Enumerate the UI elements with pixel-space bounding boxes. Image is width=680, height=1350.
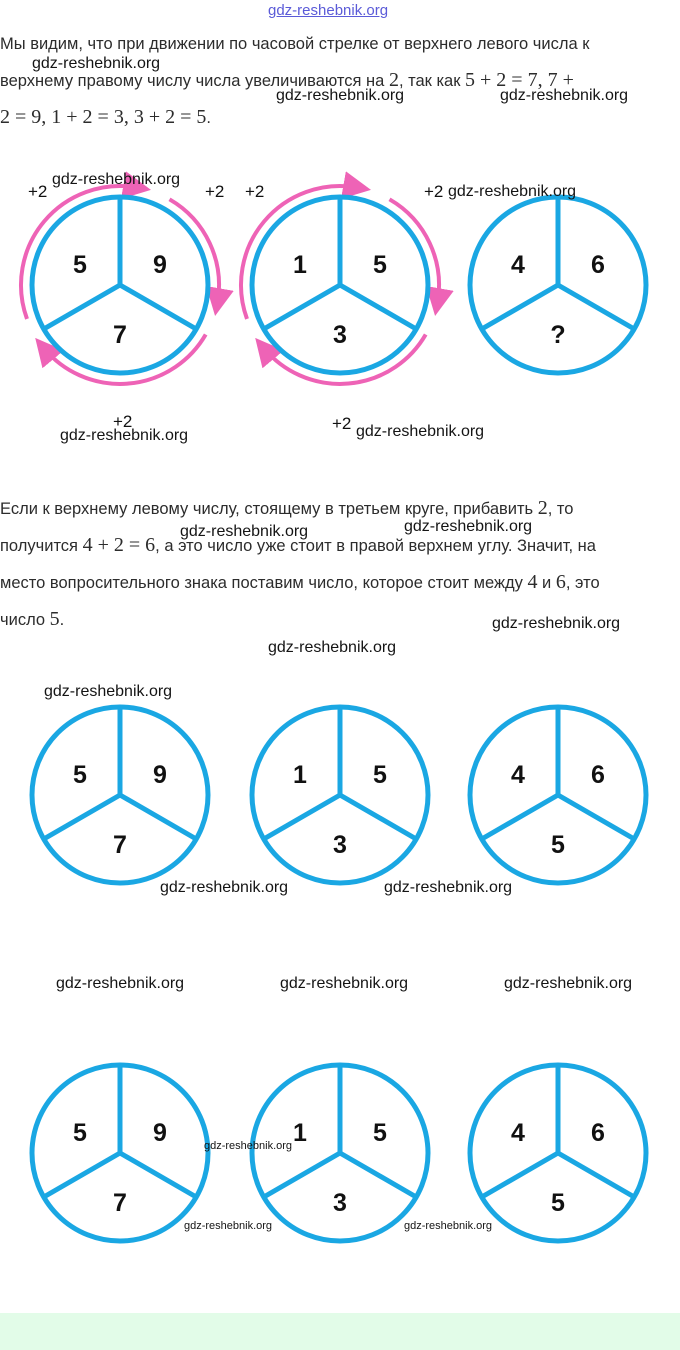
- paragraph-line: [0, 490, 676, 527]
- number-circle: [32, 1065, 208, 1241]
- number-bottom: 7: [113, 831, 127, 859]
- text: и: [537, 574, 556, 592]
- plus-two-label: +2: [332, 414, 352, 433]
- divider-line: [264, 795, 340, 839]
- number-top-right: 5: [373, 1119, 387, 1147]
- text: , так как: [398, 72, 466, 90]
- text: .: [59, 611, 65, 629]
- number-top-right: 9: [153, 251, 167, 279]
- divider-line: [264, 285, 340, 329]
- number-top-left: 4: [511, 251, 525, 279]
- number-top-right: 9: [153, 761, 167, 789]
- number-top-left: 5: [73, 1119, 87, 1147]
- text: , а это число уже стоит в правой верхнем углу. Значит, на: [155, 537, 596, 555]
- math: 5: [49, 608, 60, 630]
- divider-line: [44, 285, 120, 329]
- paragraph-line: Мы видим, что при движении по часовой стрелке от верхнего левого числа к: [0, 35, 590, 53]
- paragraph-line: [0, 564, 676, 601]
- number-circle: [470, 1065, 646, 1241]
- math: 4 + 2 = 6: [82, 534, 156, 556]
- divider-line: [264, 1153, 340, 1197]
- figure-with-arrows: [0, 170, 680, 450]
- watermark: gdz-reshebnik.org: [404, 518, 533, 535]
- watermark: gdz-reshebnik.org: [184, 1220, 273, 1232]
- number-circle: [32, 197, 208, 373]
- text: место вопросительного знака поставим число, которое стоит между: [0, 574, 528, 592]
- watermark: gdz-reshebnik.org: [404, 1220, 493, 1232]
- number-top-right: 5: [373, 251, 387, 279]
- number-top-left: 5: [73, 251, 87, 279]
- number-top-right: 6: [591, 251, 605, 279]
- figure-solved: [0, 700, 680, 900]
- number-top-left: 5: [73, 761, 87, 789]
- number-bottom: 3: [333, 321, 347, 349]
- plus-two-label: +2: [424, 182, 444, 201]
- number-top-left: 1: [293, 1119, 307, 1147]
- watermark: gdz-reshebnik.org: [356, 423, 485, 440]
- watermark: gdz-reshebnik.org: [504, 975, 633, 992]
- number-top-left: 4: [511, 1119, 525, 1147]
- number-bottom: 7: [113, 1189, 127, 1217]
- number-circle: [252, 707, 428, 883]
- watermark: gdz-reshebnik.org: [160, 879, 289, 896]
- number-circle: [32, 707, 208, 883]
- number-bottom: 5: [551, 831, 565, 859]
- text: верхнему правому числу числа увеличиваются на: [0, 72, 389, 90]
- divider-line: [558, 285, 634, 329]
- math: 2: [537, 497, 548, 519]
- number-top-right: 6: [591, 761, 605, 789]
- divider-line: [340, 795, 416, 839]
- number-bottom: ?: [550, 321, 566, 349]
- plus-two-label: +2: [205, 182, 225, 201]
- math: 5 + 2 = 7, 7 +: [465, 69, 574, 91]
- divider-line: [120, 1153, 196, 1197]
- number-top-right: 5: [373, 761, 387, 789]
- watermark: gdz-reshebnik.org: [56, 975, 185, 992]
- divider-line: [482, 795, 558, 839]
- divider-line: [340, 1153, 416, 1197]
- watermark: gdz-reshebnik.org: [32, 55, 161, 72]
- explanation-paragraph-1: [0, 26, 676, 136]
- number-top-right: 9: [153, 1119, 167, 1147]
- number-circle: [470, 707, 646, 883]
- number-bottom: 7: [113, 321, 127, 349]
- number-bottom: 5: [551, 1189, 565, 1217]
- watermark: gdz-reshebnik.org: [280, 975, 409, 992]
- divider-line: [558, 1153, 634, 1197]
- number-top-left: 1: [293, 761, 307, 789]
- plus-two-label: +2: [245, 182, 265, 201]
- watermark: gdz-reshebnik.org: [60, 427, 189, 444]
- number-top-left: 1: [293, 251, 307, 279]
- number-circle: [252, 1065, 428, 1241]
- site-link[interactable]: gdz-reshebnik.org: [268, 2, 389, 19]
- figure-solved-repeat: [0, 1060, 680, 1260]
- watermark: gdz-reshebnik.org: [268, 639, 397, 656]
- text: получится: [0, 537, 83, 555]
- math: 4: [527, 571, 538, 593]
- divider-line: [558, 795, 634, 839]
- plus-two-label: +2: [28, 182, 48, 201]
- watermark: gdz-reshebnik.org: [180, 523, 309, 540]
- divider-line: [482, 285, 558, 329]
- math: 2: [388, 69, 399, 91]
- text: .: [206, 109, 211, 127]
- number-top-left: 4: [511, 761, 525, 789]
- math: 2 = 9, 1 + 2 = 3, 3 + 2 = 5: [0, 106, 207, 128]
- text: число: [0, 611, 50, 629]
- text: , это: [565, 574, 600, 592]
- watermark: gdz-reshebnik.org: [500, 87, 629, 104]
- math: 6: [555, 571, 566, 593]
- watermark: gdz-reshebnik.org: [448, 183, 577, 200]
- number-circle: [470, 197, 646, 373]
- divider-line: [482, 1153, 558, 1197]
- divider-line: [44, 795, 120, 839]
- plus-two-label: +2: [113, 412, 133, 431]
- watermark: gdz-reshebnik.org: [492, 615, 621, 632]
- watermark: gdz-reshebnik.org: [44, 683, 173, 700]
- text: Если к верхнему левому числу, стоящему в третьем круге, прибавить: [0, 500, 538, 518]
- watermark: gdz-reshebnik.org: [276, 87, 405, 104]
- footer-band: [0, 1313, 680, 1350]
- number-bottom: 3: [333, 831, 347, 859]
- divider-line: [340, 285, 416, 329]
- number-circle: [252, 197, 428, 373]
- watermark: gdz-reshebnik.org: [52, 171, 181, 188]
- divider-line: [120, 795, 196, 839]
- divider-line: [120, 285, 196, 329]
- watermark: gdz-reshebnik.org: [204, 1140, 293, 1152]
- divider-line: [44, 1153, 120, 1197]
- number-bottom: 3: [333, 1189, 347, 1217]
- text: , то: [547, 500, 574, 518]
- paragraph-line: [0, 527, 676, 564]
- watermark: gdz-reshebnik.org: [384, 879, 513, 896]
- number-top-right: 6: [591, 1119, 605, 1147]
